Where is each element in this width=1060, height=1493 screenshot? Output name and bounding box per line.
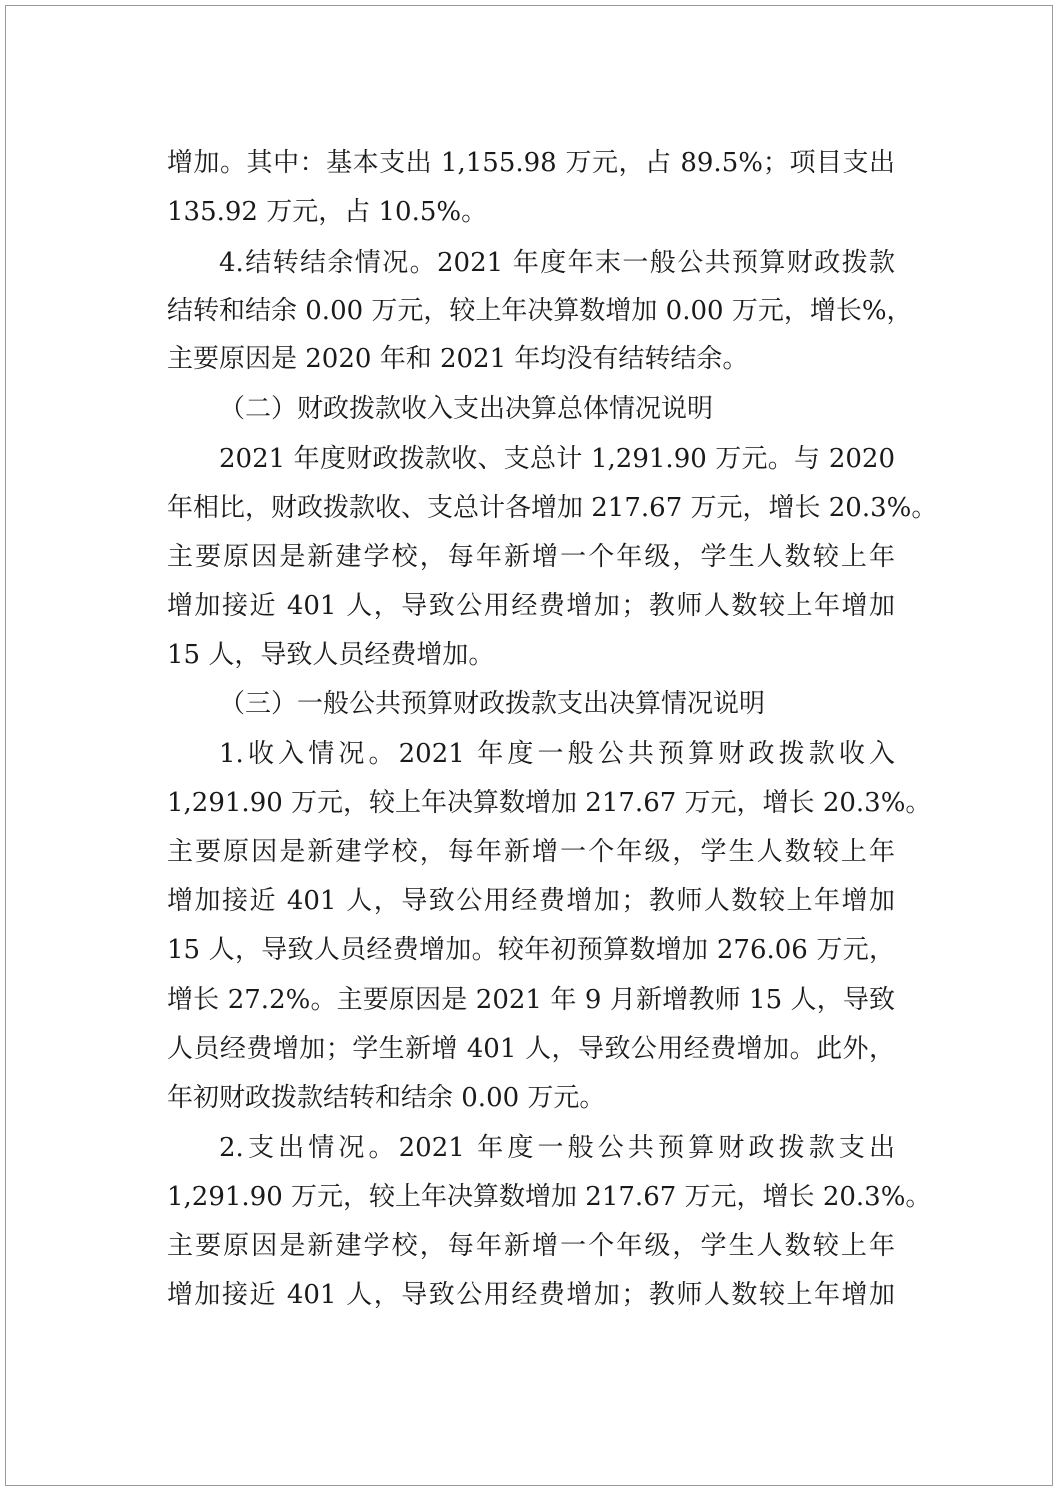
- text-line: 增加接近 401 人，导致公用经费增加；教师人数较上年增加: [167, 886, 895, 916]
- section-heading: （二）财政拨款收入支出决算总体情况说明: [219, 394, 714, 424]
- text-line: 主要原因是新建学校，每年新增一个年级，学生人数较上年: [167, 542, 895, 572]
- text-line: 增加。其中：基本支出 1,155.98 万元，占 89.5%；项目支出: [167, 148, 895, 178]
- text-line: 15 人，导致人员经费增加。: [167, 640, 495, 670]
- text-line: 1,291.90 万元，较上年决算数增加 217.67 万元，增长 20.3%。: [167, 1182, 932, 1212]
- section-heading: （三）一般公共预算财政拨款支出决算情况说明: [219, 689, 766, 719]
- text-line: 主要原因是 2020 年和 2021 年均没有结转结余。: [167, 344, 749, 374]
- text-line: 15 人，导致人员经费增加。较年初预算数增加 276.06 万元，: [167, 935, 895, 965]
- text-line: 135.92 万元，占 10.5%。: [167, 197, 488, 227]
- text-line: 4.结转结余情况。2021 年度年末一般公共预算财政拨款: [219, 248, 895, 278]
- text-line: 增长 27.2%。主要原因是 2021 年 9 月新增教师 15 人，导致: [167, 985, 895, 1015]
- text-line: 1.收入情况。2021 年度一般公共预算财政拨款收入: [219, 739, 895, 769]
- text-line: 增加接近 401 人，导致公用经费增加；教师人数较上年增加: [167, 1280, 895, 1310]
- text-line: 2021 年度财政拨款收、支总计 1,291.90 万元。与 2020: [219, 444, 895, 474]
- text-line: 增加接近 401 人，导致公用经费增加；教师人数较上年增加: [167, 591, 895, 621]
- text-line: 结转和结余 0.00 万元，较上年决算数增加 0.00 万元，增长%，: [167, 296, 913, 326]
- text-line: 1,291.90 万元，较上年决算数增加 217.67 万元，增长 20.3%。: [167, 788, 932, 818]
- text-line: 年相比，财政拨款收、支总计各增加 217.67 万元，增长 20.3%。: [167, 493, 938, 523]
- text-line: 主要原因是新建学校，每年新增一个年级，学生人数较上年: [167, 1231, 895, 1261]
- text-line: 年初财政拨款结转和结余 0.00 万元。: [167, 1083, 606, 1113]
- text-line: 2.支出情况。2021 年度一般公共预算财政拨款支出: [219, 1133, 895, 1163]
- text-line: 人员经费增加；学生新增 401 人，导致公用经费增加。此外，: [167, 1034, 895, 1064]
- text-line: 主要原因是新建学校，每年新增一个年级，学生人数较上年: [167, 837, 895, 867]
